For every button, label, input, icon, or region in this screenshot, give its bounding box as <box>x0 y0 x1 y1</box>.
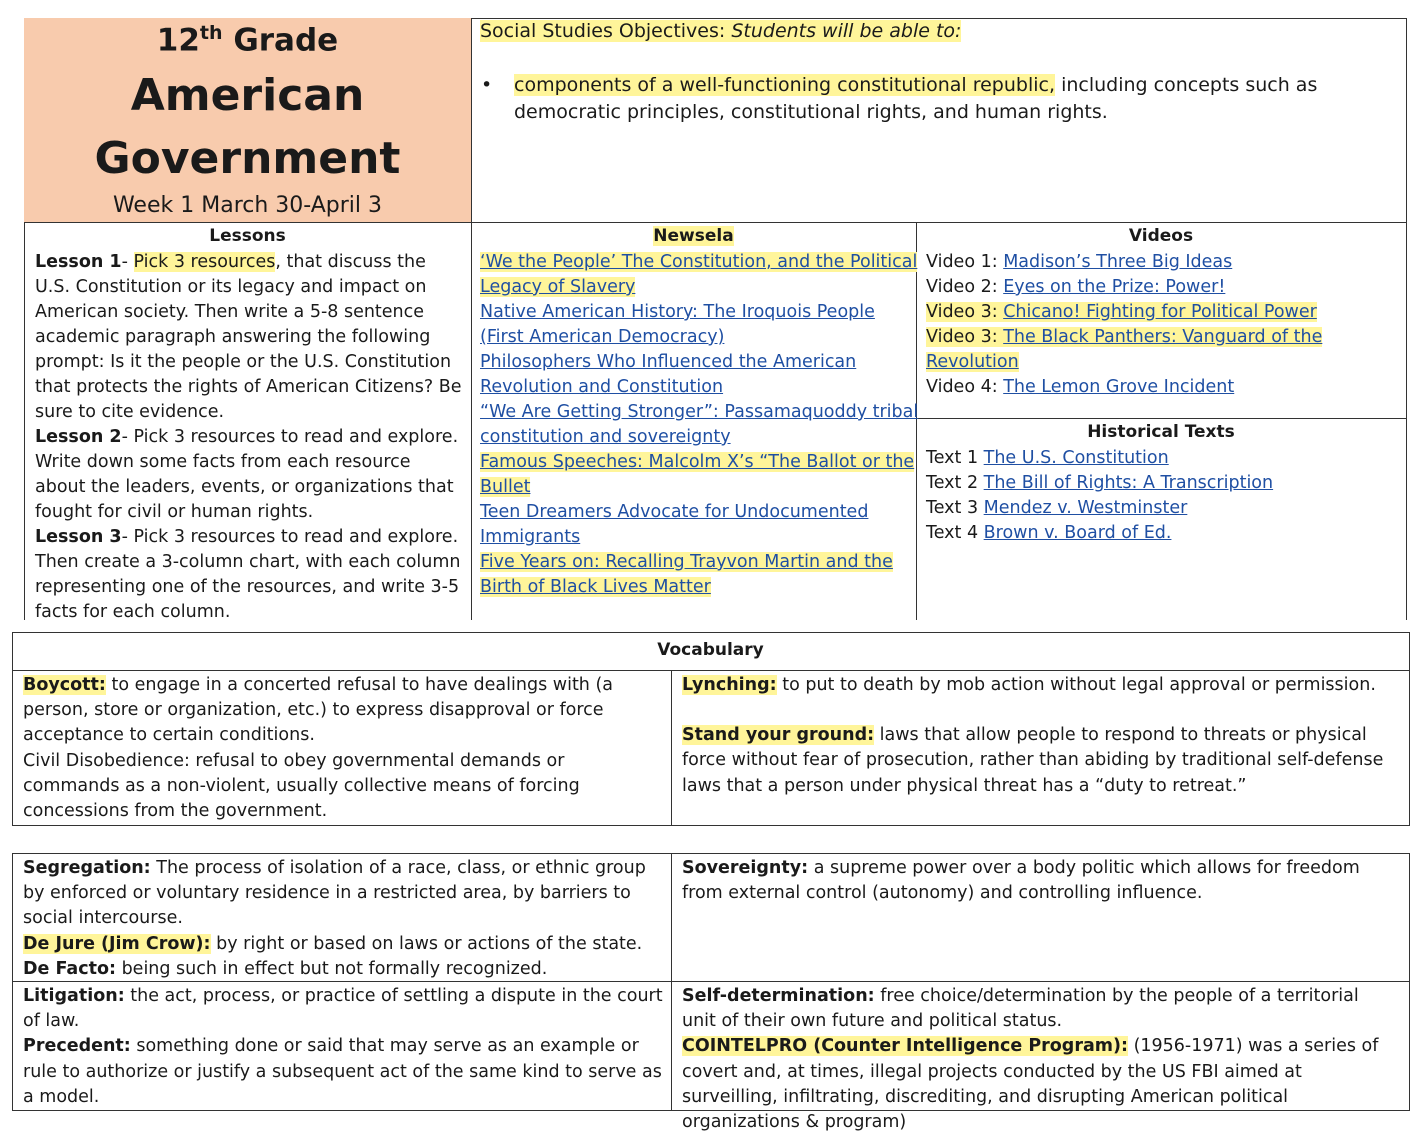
historical-texts-list <box>926 446 1406 546</box>
video-link-madison[interactable]: Madison’s Three Big Ideas <box>1003 252 1233 272</box>
video-item-4: Video 3: The Black Panthers: Vanguard of the Revolution <box>926 327 1323 372</box>
vocab-cell-boycott <box>23 673 665 824</box>
text-link-constitution[interactable]: The U.S. Constitution <box>983 448 1169 468</box>
vocab-precedent: Precedent: something done or said that may serve as an example or rule to authorize or justify a subsequent act of the same kind to serve as a model. <box>23 1036 662 1107</box>
lesson-1: Lesson 1- Pick 3 resources, that discuss the U.S. Constitution or its legacy and impact on American society. Then write a 5-8 sentence academic paragraph answering the following prompt: Is it the people or the U.S. Constitution that protects the rights of American Citizens? Be sure to cite evidence. <box>35 252 462 422</box>
newsela-link-philosophers[interactable]: Philosophers Who Influenced the American Revolution and Constitution <box>480 352 857 397</box>
week-dates: Week 1 March 30-April 3 <box>112 193 383 218</box>
lessons-list <box>35 250 465 625</box>
videos-list <box>926 250 1406 400</box>
vocab-cell-sovereignty <box>682 856 1398 906</box>
vocab-lynching: Lynching: to put to death by mob action without legal approval or permission. <box>682 675 1376 695</box>
lesson-3: Lesson 3- Pick 3 resources to read and explore. Then create a 3-column chart, with each column representing one of the resources, and write 3-5 facts for each column. <box>35 527 461 622</box>
video-link-eyes-on-the-prize[interactable]: Eyes on the Prize: Power! <box>1003 277 1226 297</box>
vocab-de-facto: De Facto: being such in effect but not formally recognized. <box>23 958 548 979</box>
vocab-stand-your-ground: Stand your ground: laws that allow people to respond to threats or physical force without fear of prosecution, rather than abiding by traditional self-defense laws that a person under physical threat has a “duty to retreat.” <box>682 725 1384 796</box>
newsela-list <box>480 250 920 600</box>
newsela-link-passamaquoddy[interactable]: “We Are Getting Stronger”: Passamaquoddy tribal constitution and sovereignty <box>480 402 919 447</box>
vocab-de-jure: De Jure (Jim Crow): by right or based on laws or actions of the state. <box>23 933 643 954</box>
video-link-chicano[interactable]: Chicano! Fighting for Political Power <box>1003 302 1317 322</box>
vocab-cointelpro: COINTELPRO (Counter Intelligence Program): (1956-1971) was a series of covert and, at times, illegal projects conducted by the US FBI aimed at surveilling, infiltrating, discrediting, and disrupting American political organizations & program) <box>682 1036 1379 1133</box>
course-title-line-1: American <box>130 70 365 121</box>
vocab-cell-self-determination <box>682 984 1398 1135</box>
vocab-cell-lynching <box>682 673 1398 799</box>
text-link-bill-of-rights[interactable]: The Bill of Rights: A Transcription <box>983 473 1274 493</box>
grade-heading: 12th Grade <box>156 22 339 59</box>
vocab-self-determination: Self-determination: free choice/determination by the people of a territorial unit of their own future and political status. <box>682 986 1359 1032</box>
video-link-black-panthers[interactable]: The Black Panthers: Vanguard of the Revolution <box>926 327 1323 372</box>
vocab-segregation: Segregation: The process of isolation of a race, class, or ethnic group by enforced or voluntary residence in a restricted area, by barriers to social intercourse. <box>23 858 646 929</box>
text-item-3: Text 3 Mendez v. Westminster <box>926 498 1188 518</box>
vocabulary-header: Vocabulary <box>657 640 764 660</box>
video-item-5: Video 4: The Lemon Grove Incident <box>926 377 1235 397</box>
video-item-1: Video 1: Madison’s Three Big Ideas <box>926 252 1233 272</box>
vocab-civil-disobedience: Civil Disobedience: refusal to obey governmental demands or commands as a non-violent, usually collective means of forcing concessions from the government. <box>23 750 580 822</box>
objectives-heading: Social Studies Objectives: Students will be able to: <box>480 20 962 42</box>
text-link-mendez[interactable]: Mendez v. Westminster <box>983 498 1188 518</box>
vocab-sovereignty: Sovereignty: a supreme power over a body politic which allows for freedom from external control (autonomy) and controlling influence. <box>682 858 1360 904</box>
lesson-2: Lesson 2- Pick 3 resources to read and explore. Write down some facts from each resource about the leaders, events, or organizations that fought for civil or human rights. <box>35 427 459 522</box>
videos-header: Videos <box>1128 226 1194 246</box>
newsela-header: Newsela <box>653 226 734 246</box>
text-item-4: Text 4 Brown v. Board of Ed. <box>926 523 1172 543</box>
text-item-2: Text 2 The Bill of Rights: A Transcription <box>926 473 1274 493</box>
vocab-cell-litigation <box>23 984 665 1110</box>
lesson-plan-table: 12th Grade American Government Week 1 March 30-April 3 Social Studies Objectives: Students will be able to: • components of a well-functioning constitutional republic, including concepts such as democratic principles, constitutional rights, and human rights. Lessons Newsela Videos Historical Texts Lesson 1- Pick 3 resources, that discuss the U.S. Constitution or its legacy and impact on American society. Then write a 5-8 sentence academic paragraph answering the following prompt: Is it the people or the U.S. Constitution that protects the rights of American Citizens? Be sure to cite evidence. Lesson 2- Pick 3 resources to read and explore. Write down some facts from each resource about the leaders, events, or organizations that fought for civil or human rights. Lesson 3- Pick 3 resources to read and explore. Then create a 3-column chart, with each column representing one of the resources, and write 3-5 facts for each column. ‘We the People’ The Constitution, and the Political Legacy of Slavery Native American History: The Iroquois People (First American Democracy) Philosophers Who Influenced the American Revolution and Constitution “We Are Getting Stronger”: Passamaquoddy tribal constitution and sovereignty Famous Speeches: Malcolm X’s “The Ballot or the Bullet Teen Dreamers Advocate for Undocumented Immigrants Five Years on: Recalling Trayvon Martin and the Birth of Black Lives Matter Video 1: Madison’s Three Big Ideas Video 2: Eyes on the Prize: Power! Video 3: Chicano! Fighting for Political Power Video 3: The Black Panthers: Vanguard of the Revolution Video 4: The Lemon Grove Incident Text 1 The U.S. Constitution Text 2 The Bill of Rights: A Transcription Text 3 Mendez v. Westminster Text 4 Brown v. Board of Ed. <box>24 18 1407 620</box>
video-item-2: Video 2: Eyes on the Prize: Power! <box>926 277 1226 297</box>
historical-texts-header: Historical Texts <box>1087 422 1235 442</box>
vocab-cell-segregation <box>23 856 665 982</box>
bullet-icon: • <box>481 74 493 96</box>
newsela-link-malcolm-x[interactable]: Famous Speeches: Malcolm X’s “The Ballot or the Bullet <box>480 452 915 497</box>
newsela-link-teen-dreamers[interactable]: Teen Dreamers Advocate for Undocumented Immigrants <box>480 502 869 547</box>
lessons-header: Lessons <box>209 226 286 246</box>
text-item-1: Text 1 The U.S. Constitution <box>926 448 1169 468</box>
vocab-litigation: Litigation: the act, process, or practice of settling a dispute in the court of law. <box>23 986 663 1032</box>
newsela-link-trayvon-martin[interactable]: Five Years on: Recalling Trayvon Martin and the Birth of Black Lives Matter <box>480 552 893 597</box>
newsela-link-iroquois[interactable]: Native American History: The Iroquois People (First American Democracy) <box>480 302 875 347</box>
video-item-3: Video 3: Chicano! Fighting for Political Power <box>926 302 1317 322</box>
vocab-boycott: Boycott: to engage in a concerted refusal to have dealings with (a person, store or organization, etc.) to express disapproval or force acceptance to certain conditions. <box>23 675 614 746</box>
text-link-brown[interactable]: Brown v. Board of Ed. <box>983 523 1172 543</box>
video-link-lemon-grove[interactable]: The Lemon Grove Incident <box>1003 377 1235 397</box>
course-title-line-2: Government <box>94 133 401 184</box>
title-cell <box>24 18 471 223</box>
newsela-link-we-the-people[interactable]: ‘We the People’ The Constitution, and the Political Legacy of Slavery <box>480 252 918 297</box>
